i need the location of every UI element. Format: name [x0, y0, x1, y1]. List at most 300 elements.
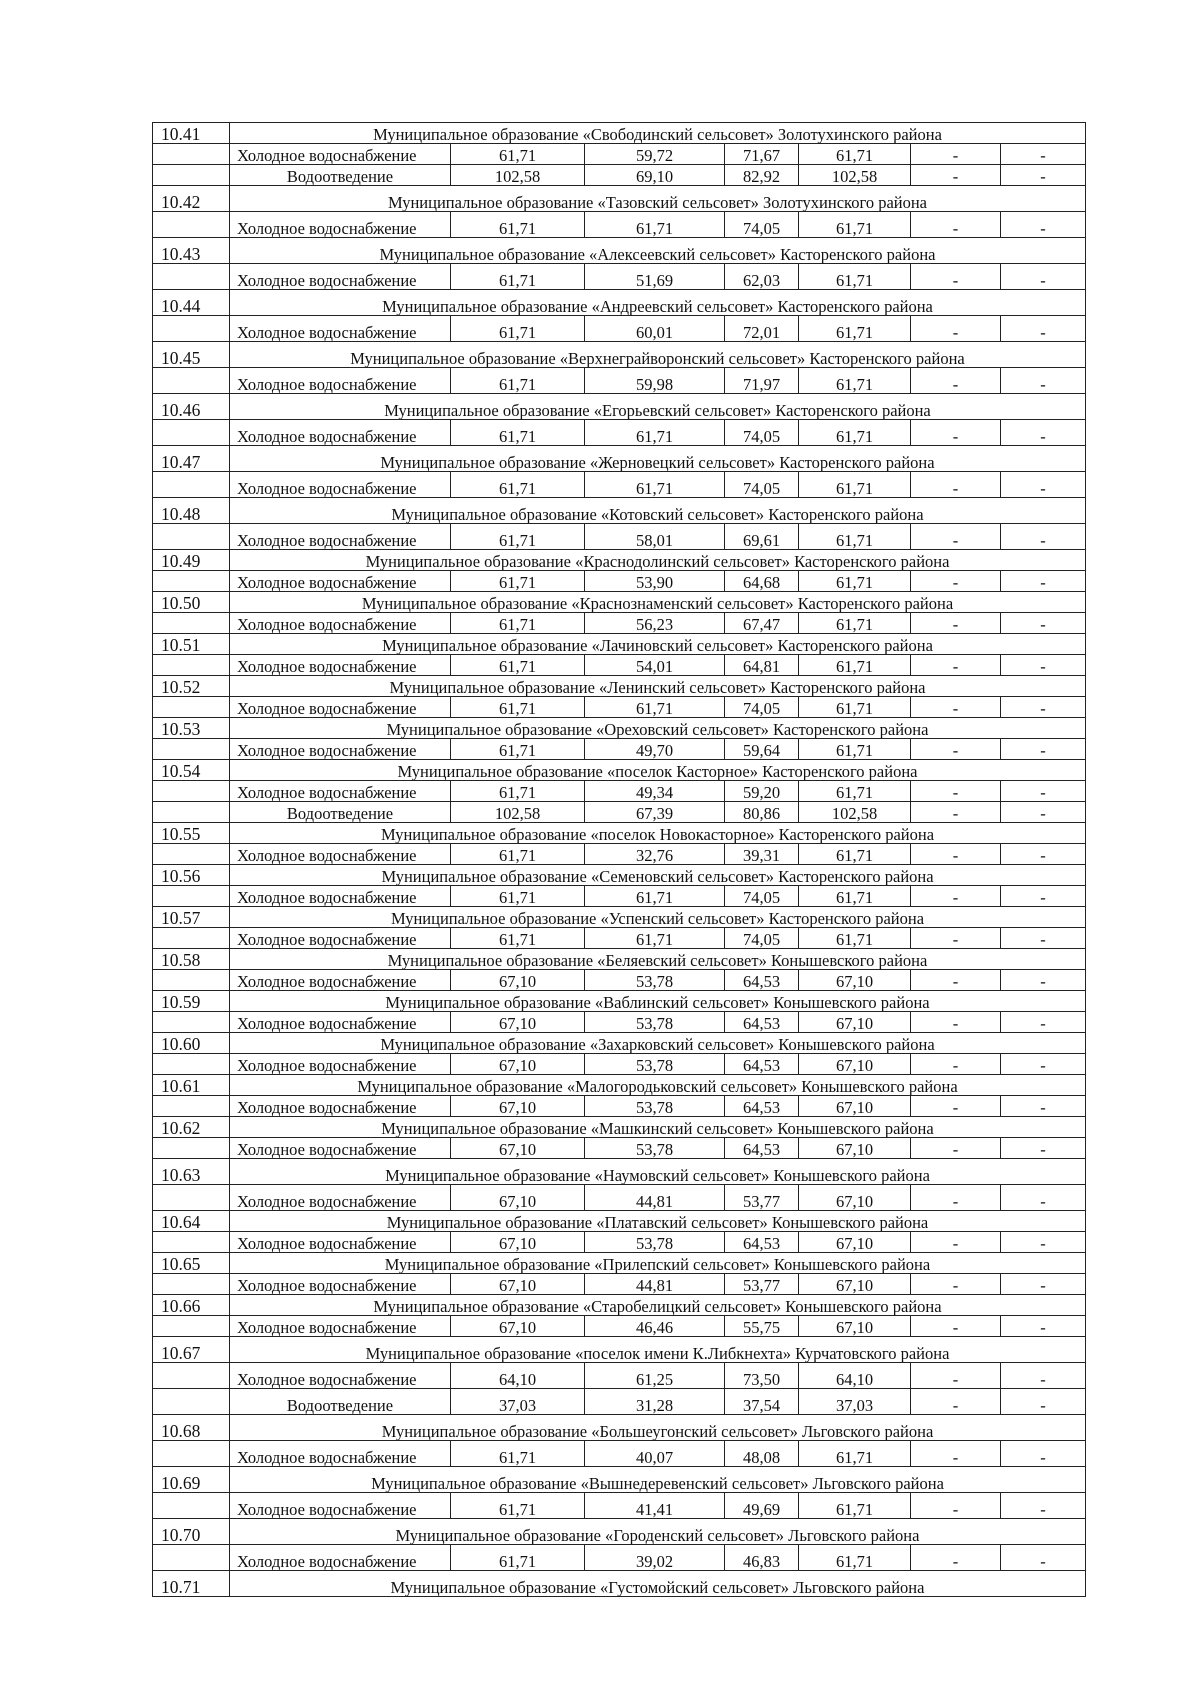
tariff-value: 61,25	[585, 1363, 725, 1389]
table-row	[153, 1493, 1086, 1519]
section-header-row	[153, 1159, 1086, 1185]
municipality-title: Муниципальное образование «Вышнедеревенский сельсовет» Льговского района	[230, 1467, 1086, 1493]
empty-value-cell: -	[1001, 264, 1086, 290]
tariff-value: 64,53	[725, 1096, 799, 1117]
section-header-row	[153, 760, 1086, 781]
blank-number-cell	[153, 1316, 230, 1337]
blank-number-cell	[153, 844, 230, 865]
service-name: Холодное водоснабжение	[230, 1232, 451, 1253]
service-name: Холодное водоснабжение	[230, 1138, 451, 1159]
section-number: 10.62	[153, 1117, 230, 1138]
tariff-value: 61,71	[799, 524, 911, 550]
tariff-value: 59,72	[585, 144, 725, 165]
tariff-value: 61,71	[585, 928, 725, 949]
table-row	[153, 613, 1086, 634]
section-header-row	[153, 123, 1086, 144]
service-name: Холодное водоснабжение	[230, 420, 451, 446]
municipality-title: Муниципальное образование «Беляевский сельсовет» Конышевского района	[230, 949, 1086, 970]
tariff-value: 61,71	[451, 739, 585, 760]
table-row	[153, 165, 1086, 186]
empty-value-cell: -	[911, 697, 1001, 718]
blank-number-cell	[153, 970, 230, 991]
empty-value-cell: -	[1001, 1012, 1086, 1033]
empty-value-cell: -	[1001, 1316, 1086, 1337]
blank-number-cell	[153, 165, 230, 186]
blank-number-cell	[153, 571, 230, 592]
tariff-value: 61,71	[799, 212, 911, 238]
empty-value-cell: -	[1001, 1054, 1086, 1075]
service-name: Холодное водоснабжение	[230, 1054, 451, 1075]
tariff-value: 69,61	[725, 524, 799, 550]
empty-value-cell: -	[1001, 1232, 1086, 1253]
tariff-value: 61,71	[799, 739, 911, 760]
empty-value-cell: -	[911, 928, 1001, 949]
tariff-value: 61,71	[451, 655, 585, 676]
table-row	[153, 1545, 1086, 1571]
tariff-value: 61,71	[451, 472, 585, 498]
municipality-title: Муниципальное образование «поселок имени К.Либкнехта» Курчатовского района	[230, 1337, 1086, 1363]
empty-value-cell: -	[911, 1054, 1001, 1075]
tariff-value: 49,34	[585, 781, 725, 802]
tariff-value: 82,92	[725, 165, 799, 186]
tariff-value: 58,01	[585, 524, 725, 550]
tariff-value: 40,07	[585, 1441, 725, 1467]
empty-value-cell: -	[911, 1441, 1001, 1467]
section-number: 10.60	[153, 1033, 230, 1054]
tariff-value: 67,10	[799, 970, 911, 991]
municipality-title: Муниципальное образование «Егорьевский сельсовет» Касторенского района	[230, 394, 1086, 420]
tariff-value: 67,10	[799, 1138, 911, 1159]
blank-number-cell	[153, 928, 230, 949]
tariff-value: 61,71	[585, 212, 725, 238]
tariff-value: 61,71	[799, 781, 911, 802]
tariff-value: 44,81	[585, 1274, 725, 1295]
service-name: Холодное водоснабжение	[230, 571, 451, 592]
empty-value-cell: -	[911, 1316, 1001, 1337]
tariff-value: 74,05	[725, 928, 799, 949]
section-header-row	[153, 634, 1086, 655]
table-row	[153, 1389, 1086, 1415]
empty-value-cell: -	[911, 472, 1001, 498]
section-header-row	[153, 1211, 1086, 1232]
service-name: Холодное водоснабжение	[230, 928, 451, 949]
blank-number-cell	[153, 420, 230, 446]
table-row	[153, 697, 1086, 718]
empty-value-cell: -	[911, 524, 1001, 550]
tariff-value: 46,46	[585, 1316, 725, 1337]
empty-value-cell: -	[1001, 1185, 1086, 1211]
service-name: Холодное водоснабжение	[230, 655, 451, 676]
municipality-title: Муниципальное образование «Захарковский сельсовет» Конышевского района	[230, 1033, 1086, 1054]
municipality-title: Муниципальное образование «Машкинский сельсовет» Конышевского района	[230, 1117, 1086, 1138]
empty-value-cell: -	[1001, 472, 1086, 498]
blank-number-cell	[153, 1185, 230, 1211]
table-row	[153, 264, 1086, 290]
section-number: 10.69	[153, 1467, 230, 1493]
municipality-title: Муниципальное образование «Верхнеграйворонский сельсовет» Касторенского района	[230, 342, 1086, 368]
blank-number-cell	[153, 1545, 230, 1571]
tariff-value: 61,71	[451, 1545, 585, 1571]
tariff-value: 61,71	[799, 697, 911, 718]
table-row	[153, 655, 1086, 676]
blank-number-cell	[153, 472, 230, 498]
service-name: Холодное водоснабжение	[230, 264, 451, 290]
blank-number-cell	[153, 264, 230, 290]
tariff-value: 61,71	[451, 886, 585, 907]
tariff-value: 37,03	[799, 1389, 911, 1415]
tariff-value: 72,01	[725, 316, 799, 342]
tariff-value: 74,05	[725, 420, 799, 446]
empty-value-cell: -	[911, 781, 1001, 802]
empty-value-cell: -	[1001, 928, 1086, 949]
tariff-value: 67,10	[451, 1096, 585, 1117]
blank-number-cell	[153, 781, 230, 802]
tariff-value: 53,77	[725, 1274, 799, 1295]
service-name: Холодное водоснабжение	[230, 144, 451, 165]
table-row	[153, 928, 1086, 949]
tariff-value: 31,28	[585, 1389, 725, 1415]
municipality-title: Муниципальное образование «Краснознаменский сельсовет» Касторенского района	[230, 592, 1086, 613]
section-header-row	[153, 1253, 1086, 1274]
empty-value-cell: -	[911, 316, 1001, 342]
tariff-value: 61,71	[799, 571, 911, 592]
table-row	[153, 1054, 1086, 1075]
table-row	[153, 1274, 1086, 1295]
section-header-row	[153, 1033, 1086, 1054]
tariff-value: 41,41	[585, 1493, 725, 1519]
empty-value-cell: -	[1001, 613, 1086, 634]
empty-value-cell: -	[911, 165, 1001, 186]
tariff-value: 74,05	[725, 472, 799, 498]
tariff-value: 61,71	[451, 1441, 585, 1467]
tariff-value: 60,01	[585, 316, 725, 342]
municipality-title: Муниципальное образование «Свободинский сельсовет» Золотухинского района	[230, 123, 1086, 144]
empty-value-cell: -	[911, 1389, 1001, 1415]
section-header-row	[153, 823, 1086, 844]
empty-value-cell: -	[911, 844, 1001, 865]
empty-value-cell: -	[1001, 1441, 1086, 1467]
tariff-value: 67,10	[799, 1054, 911, 1075]
municipality-title: Муниципальное образование «поселок Новокасторное» Касторенского района	[230, 823, 1086, 844]
tariff-value: 61,71	[799, 886, 911, 907]
tariff-value: 53,90	[585, 571, 725, 592]
section-header-row	[153, 1519, 1086, 1545]
empty-value-cell: -	[1001, 165, 1086, 186]
tariff-value: 67,10	[799, 1096, 911, 1117]
tariff-value: 61,71	[451, 420, 585, 446]
tariff-value: 67,10	[451, 1316, 585, 1337]
tariff-value: 61,71	[799, 1545, 911, 1571]
municipality-title: Муниципальное образование «Ореховский сельсовет» Касторенского района	[230, 718, 1086, 739]
municipality-title: Муниципальное образование «Прилепский сельсовет» Конышевского района	[230, 1253, 1086, 1274]
tariff-value: 61,71	[799, 420, 911, 446]
section-header-row	[153, 907, 1086, 928]
empty-value-cell: -	[1001, 739, 1086, 760]
tariff-value: 53,78	[585, 970, 725, 991]
blank-number-cell	[153, 1232, 230, 1253]
table-row	[153, 1316, 1086, 1337]
tariff-value: 102,58	[451, 802, 585, 823]
municipality-title: Муниципальное образование «Жерновецкий сельсовет» Касторенского района	[230, 446, 1086, 472]
blank-number-cell	[153, 655, 230, 676]
section-number: 10.54	[153, 760, 230, 781]
municipality-title: Муниципальное образование «Ленинский сельсовет» Касторенского района	[230, 676, 1086, 697]
tariff-value: 59,98	[585, 368, 725, 394]
blank-number-cell	[153, 1389, 230, 1415]
empty-value-cell: -	[911, 802, 1001, 823]
tariff-value: 59,20	[725, 781, 799, 802]
tariff-value: 53,78	[585, 1054, 725, 1075]
section-header-row	[153, 550, 1086, 571]
section-header-row	[153, 592, 1086, 613]
municipality-title: Муниципальное образование «Успенский сельсовет» Касторенского района	[230, 907, 1086, 928]
section-header-row	[153, 1337, 1086, 1363]
tariff-value: 61,71	[451, 316, 585, 342]
section-header-row	[153, 1467, 1086, 1493]
tariff-value: 61,71	[451, 697, 585, 718]
section-header-row	[153, 394, 1086, 420]
tariff-value: 64,10	[451, 1363, 585, 1389]
section-header-row	[153, 718, 1086, 739]
municipality-title: Муниципальное образование «Платавский сельсовет» Конышевского района	[230, 1211, 1086, 1232]
tariff-value: 37,54	[725, 1389, 799, 1415]
tariff-value: 59,64	[725, 739, 799, 760]
blank-number-cell	[153, 739, 230, 760]
municipality-title: Муниципальное образование «Городенский сельсовет» Льговского района	[230, 1519, 1086, 1545]
blank-number-cell	[153, 144, 230, 165]
empty-value-cell: -	[1001, 655, 1086, 676]
tariff-value: 61,71	[799, 844, 911, 865]
municipality-title: Муниципальное образование «поселок Касторное» Касторенского района	[230, 760, 1086, 781]
municipality-title: Муниципальное образование «Наумовский сельсовет» Конышевского района	[230, 1159, 1086, 1185]
service-name: Холодное водоснабжение	[230, 472, 451, 498]
tariff-value: 53,77	[725, 1185, 799, 1211]
empty-value-cell: -	[911, 655, 1001, 676]
blank-number-cell	[153, 1493, 230, 1519]
empty-value-cell: -	[911, 420, 1001, 446]
empty-value-cell: -	[911, 368, 1001, 394]
table-row	[153, 1232, 1086, 1253]
empty-value-cell: -	[1001, 886, 1086, 907]
tariff-value: 67,10	[451, 1185, 585, 1211]
section-header-row	[153, 1571, 1086, 1597]
tariff-value: 64,68	[725, 571, 799, 592]
section-number: 10.59	[153, 991, 230, 1012]
section-header-row	[153, 290, 1086, 316]
municipality-title: Муниципальное образование «Алексеевский сельсовет» Касторенского района	[230, 238, 1086, 264]
tariff-value: 61,71	[799, 1493, 911, 1519]
tariff-value: 61,71	[451, 781, 585, 802]
municipality-title: Муниципальное образование «Лачиновский сельсовет» Касторенского района	[230, 634, 1086, 655]
tariff-value: 74,05	[725, 212, 799, 238]
tariff-value: 67,10	[451, 1012, 585, 1033]
empty-value-cell: -	[911, 144, 1001, 165]
tariff-value: 61,71	[451, 144, 585, 165]
table-row	[153, 144, 1086, 165]
section-header-row	[153, 676, 1086, 697]
section-number: 10.52	[153, 676, 230, 697]
table-row	[153, 1012, 1086, 1033]
empty-value-cell: -	[911, 571, 1001, 592]
tariff-value: 61,71	[585, 472, 725, 498]
tariff-value: 53,78	[585, 1096, 725, 1117]
tariff-value: 61,71	[799, 1441, 911, 1467]
empty-value-cell: -	[911, 886, 1001, 907]
service-name: Холодное водоснабжение	[230, 368, 451, 394]
empty-value-cell: -	[911, 739, 1001, 760]
municipality-title: Муниципальное образование «Большеугонский сельсовет» Льговского района	[230, 1415, 1086, 1441]
tariff-value: 53,78	[585, 1232, 725, 1253]
empty-value-cell: -	[911, 1138, 1001, 1159]
tariff-value: 64,53	[725, 1138, 799, 1159]
blank-number-cell	[153, 524, 230, 550]
service-name: Водоотведение	[230, 1389, 451, 1415]
blank-number-cell	[153, 1012, 230, 1033]
tariff-value: 102,58	[451, 165, 585, 186]
tariff-value: 61,71	[799, 368, 911, 394]
tariff-value: 62,03	[725, 264, 799, 290]
empty-value-cell: -	[1001, 144, 1086, 165]
tariff-value: 67,39	[585, 802, 725, 823]
section-number: 10.46	[153, 394, 230, 420]
table-row	[153, 212, 1086, 238]
section-number: 10.65	[153, 1253, 230, 1274]
tariff-table	[152, 122, 1086, 1597]
tariff-value: 67,10	[799, 1274, 911, 1295]
section-number: 10.63	[153, 1159, 230, 1185]
tariff-value: 67,10	[799, 1185, 911, 1211]
empty-value-cell: -	[1001, 524, 1086, 550]
blank-number-cell	[153, 613, 230, 634]
tariff-value: 49,69	[725, 1493, 799, 1519]
section-number: 10.41	[153, 123, 230, 144]
empty-value-cell: -	[1001, 970, 1086, 991]
tariff-value: 71,97	[725, 368, 799, 394]
table-row	[153, 1096, 1086, 1117]
empty-value-cell: -	[911, 1545, 1001, 1571]
empty-value-cell: -	[1001, 316, 1086, 342]
tariff-value: 61,71	[451, 212, 585, 238]
section-number: 10.43	[153, 238, 230, 264]
tariff-value: 67,10	[451, 1232, 585, 1253]
tariff-value: 64,53	[725, 1232, 799, 1253]
section-number: 10.51	[153, 634, 230, 655]
table-row	[153, 802, 1086, 823]
service-name: Холодное водоснабжение	[230, 212, 451, 238]
tariff-value: 64,53	[725, 1054, 799, 1075]
section-header-row	[153, 1075, 1086, 1096]
table-row	[153, 844, 1086, 865]
empty-value-cell: -	[911, 970, 1001, 991]
section-header-row	[153, 1117, 1086, 1138]
tariff-value: 61,71	[451, 1493, 585, 1519]
municipality-title: Муниципальное образование «Тазовский сельсовет» Золотухинского района	[230, 186, 1086, 212]
empty-value-cell: -	[911, 1096, 1001, 1117]
section-header-row	[153, 865, 1086, 886]
service-name: Холодное водоснабжение	[230, 1316, 451, 1337]
section-number: 10.55	[153, 823, 230, 844]
tariff-value: 61,71	[451, 524, 585, 550]
tariff-table-page	[152, 122, 1085, 1597]
tariff-value: 102,58	[799, 165, 911, 186]
section-number: 10.53	[153, 718, 230, 739]
tariff-value: 67,10	[451, 1138, 585, 1159]
municipality-title: Муниципальное образование «Старобелицкий сельсовет» Конышевского района	[230, 1295, 1086, 1316]
municipality-title: Муниципальное образование «Семеновский сельсовет» Касторенского района	[230, 865, 1086, 886]
empty-value-cell: -	[911, 264, 1001, 290]
municipality-title: Муниципальное образование «Малогородьковский сельсовет» Конышевского района	[230, 1075, 1086, 1096]
service-name: Холодное водоснабжение	[230, 970, 451, 991]
table-row	[153, 1138, 1086, 1159]
section-number: 10.68	[153, 1415, 230, 1441]
tariff-value: 64,81	[725, 655, 799, 676]
table-row	[153, 472, 1086, 498]
section-header-row	[153, 498, 1086, 524]
tariff-value: 67,10	[451, 970, 585, 991]
tariff-value: 74,05	[725, 697, 799, 718]
section-header-row	[153, 949, 1086, 970]
service-name: Холодное водоснабжение	[230, 1096, 451, 1117]
tariff-value: 67,47	[725, 613, 799, 634]
tariff-value: 61,71	[451, 844, 585, 865]
service-name: Холодное водоснабжение	[230, 1185, 451, 1211]
service-name: Холодное водоснабжение	[230, 781, 451, 802]
tariff-value: 61,71	[799, 316, 911, 342]
tariff-value: 61,71	[799, 144, 911, 165]
tariff-value: 61,71	[799, 264, 911, 290]
tariff-value: 61,71	[799, 928, 911, 949]
empty-value-cell: -	[1001, 802, 1086, 823]
tariff-value: 67,10	[799, 1232, 911, 1253]
empty-value-cell: -	[911, 212, 1001, 238]
tariff-value: 44,81	[585, 1185, 725, 1211]
tariff-value: 61,71	[451, 928, 585, 949]
municipality-title: Муниципальное образование «Краснодолинский сельсовет» Касторенского района	[230, 550, 1086, 571]
service-name: Холодное водоснабжение	[230, 316, 451, 342]
tariff-value: 61,71	[585, 886, 725, 907]
tariff-value: 67,10	[799, 1012, 911, 1033]
table-row	[153, 739, 1086, 760]
table-row	[153, 524, 1086, 550]
empty-value-cell: -	[911, 1012, 1001, 1033]
blank-number-cell	[153, 1363, 230, 1389]
table-row	[153, 781, 1086, 802]
tariff-value: 53,78	[585, 1012, 725, 1033]
tariff-value: 69,10	[585, 165, 725, 186]
tariff-value: 56,23	[585, 613, 725, 634]
section-number: 10.44	[153, 290, 230, 316]
service-name: Водоотведение	[230, 802, 451, 823]
tariff-value: 61,71	[585, 697, 725, 718]
tariff-value: 49,70	[585, 739, 725, 760]
empty-value-cell: -	[1001, 781, 1086, 802]
blank-number-cell	[153, 886, 230, 907]
blank-number-cell	[153, 697, 230, 718]
empty-value-cell: -	[1001, 571, 1086, 592]
tariff-value: 48,08	[725, 1441, 799, 1467]
blank-number-cell	[153, 1138, 230, 1159]
section-header-row	[153, 1415, 1086, 1441]
tariff-value: 67,10	[451, 1054, 585, 1075]
section-number: 10.57	[153, 907, 230, 928]
empty-value-cell: -	[1001, 1138, 1086, 1159]
tariff-value: 61,71	[799, 655, 911, 676]
tariff-value: 64,10	[799, 1363, 911, 1389]
tariff-value: 39,31	[725, 844, 799, 865]
tariff-value: 51,69	[585, 264, 725, 290]
tariff-value: 61,71	[585, 420, 725, 446]
section-header-row	[153, 342, 1086, 368]
